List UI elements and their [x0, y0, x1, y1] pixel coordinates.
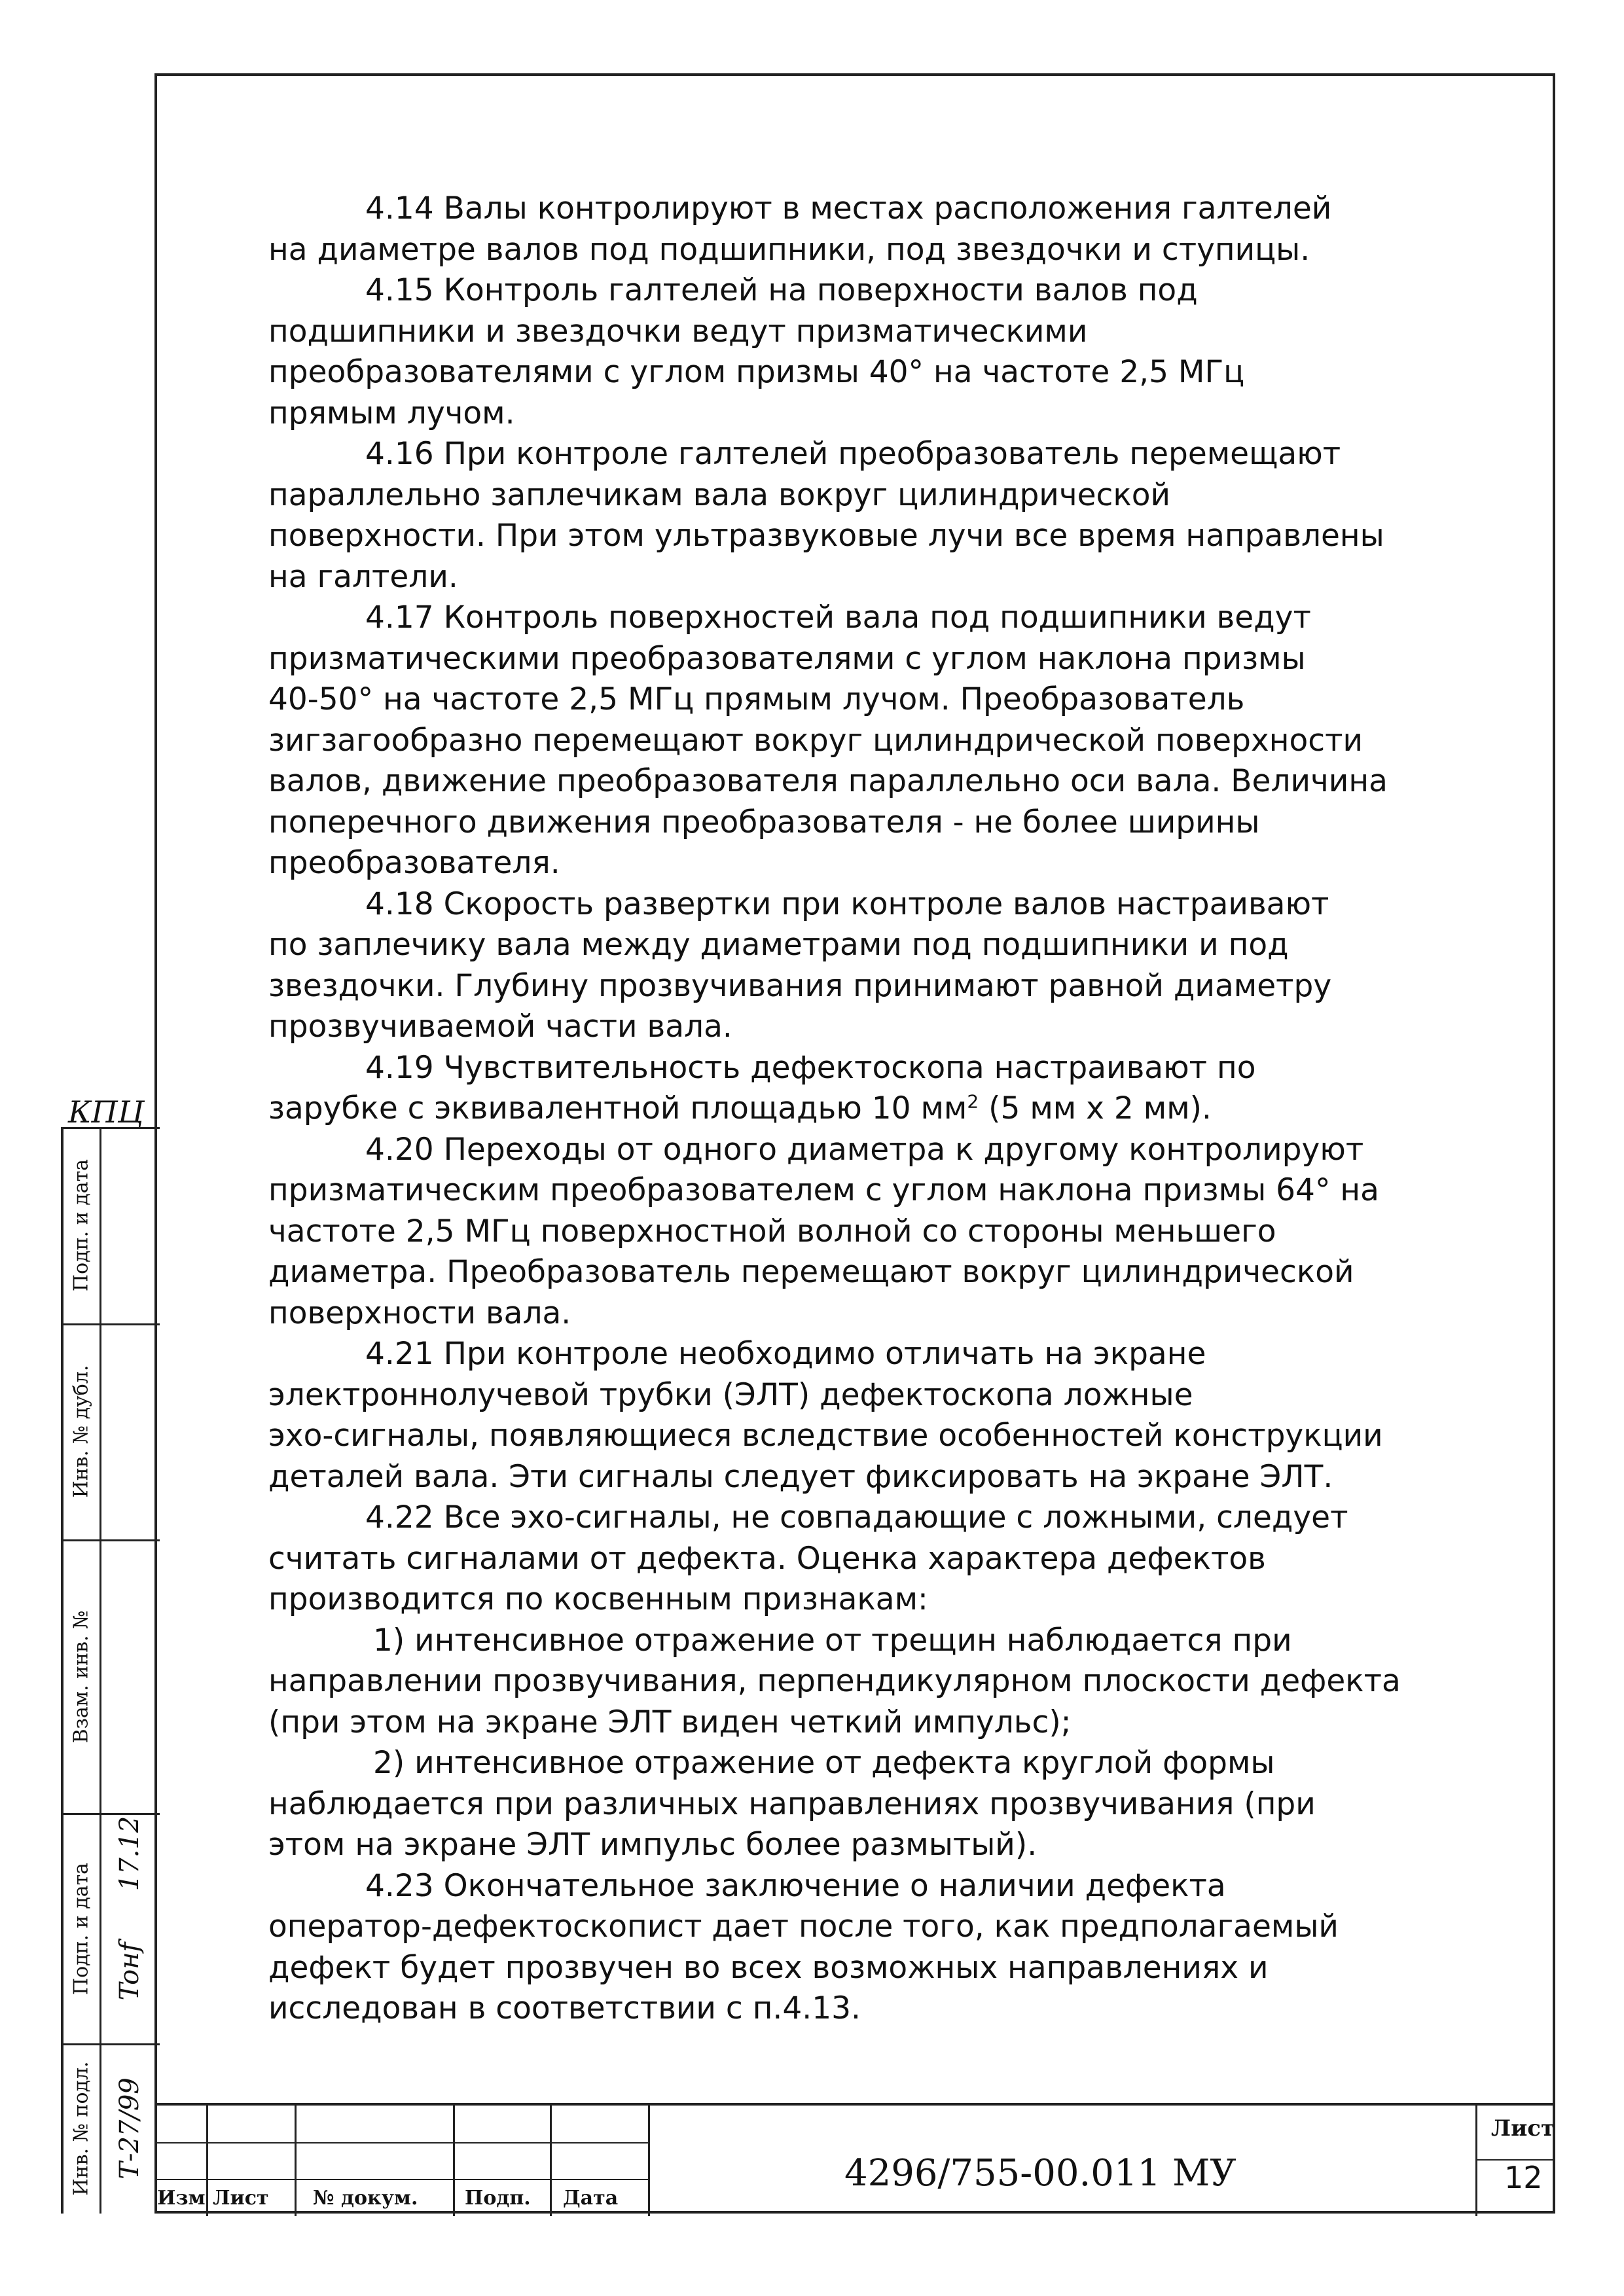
- text-line: 4.20 Переходы от одного диаметра к другому контролируют: [365, 1131, 1364, 1168]
- text-line: прямым лучом.: [268, 395, 515, 431]
- text-line: 4.15 Контроль галтелей на поверхности валов под: [365, 272, 1198, 308]
- text-line: 1) интенсивное отражение от трещин наблюдается при: [373, 1622, 1292, 1659]
- text-line: наблюдается при различных направлениях прозвучивания (при: [268, 1785, 1316, 1822]
- text-line: звездочки. Глубину прозвучивания принимают равной диаметру: [268, 967, 1332, 1004]
- document-number: 4296/755-00.011 МУ: [844, 2152, 1236, 2195]
- text-line: поверхности. При этом ультразвуковые лучи все время направлены: [268, 518, 1384, 554]
- text-line: валов, движение преобразователя параллельно оси вала. Величина: [268, 763, 1388, 799]
- col-header-date: Дата: [563, 2187, 619, 2210]
- text-line: 40-50° на частоте 2,5 МГц прямым лучом. Преобразователь: [268, 681, 1245, 717]
- side-label-replace-inv: Взам. инв. №: [69, 1610, 93, 1744]
- text-line: прозвучиваемой части вала.: [268, 1009, 732, 1045]
- text-line: электроннолучевой трубки (ЭЛТ) дефектоскопа ложные: [268, 1376, 1193, 1413]
- text-line: этом на экране ЭЛТ импульс более размытый).: [268, 1827, 1038, 1863]
- text-line: на диаметре валов под подшипники, под звездочки и ступицы.: [268, 231, 1310, 268]
- side-label-original-inv: Инв. № подл.: [69, 2061, 93, 2196]
- col-header-signature: Подп.: [465, 2187, 531, 2210]
- handwritten-inventory-number: Т-27/99: [115, 2077, 145, 2179]
- text-line: 4.14 Валы контролируют в местах расположения галтелей: [365, 190, 1332, 226]
- text-line: 4.18 Скорость развертки при контроле валов настраивают: [365, 886, 1329, 922]
- text-line: 4.17 Контроль поверхностей вала под подшипники ведут: [365, 600, 1311, 636]
- text-line: 4.22 Все эхо-сигналы, не совпадающие с ложными, следует: [365, 1499, 1348, 1535]
- text-line: дефект будет прозвучен во всех возможных направлениях и: [268, 1949, 1269, 1986]
- text-line: 4.21 При контроле необходимо отличать на экране: [365, 1336, 1206, 1372]
- text-line: зарубке с эквивалентной площадью 10 $мм^2$ (5 мм х 2 мм).: [268, 1090, 1212, 1126]
- text-line: на галтели.: [268, 558, 458, 595]
- kpc-stamp: КПЦ: [68, 1094, 144, 1130]
- text-line: подшипники и звездочки ведут призматическими: [268, 313, 1088, 350]
- side-strip: [61, 1127, 157, 2214]
- text-line: преобразователя.: [268, 845, 560, 881]
- text-line: призматическим преобразователем с углом наклона призмы 64° на: [268, 1172, 1379, 1208]
- text-line: частоте 2,5 МГц поверхностной волной со стороны меньшего: [268, 1213, 1276, 1249]
- text-line: исследован в соответствии с п.4.13.: [268, 1990, 861, 2026]
- handwritten-date: 17.12: [115, 1816, 145, 1892]
- col-header-sheet: Лист: [213, 2187, 269, 2210]
- col-header-change: Изм: [157, 2187, 206, 2210]
- side-label-dup-inv: Инв. № дубл.: [69, 1365, 93, 1498]
- text-line: эхо-сигналы, появляющиеся вследствие особенностей конструкции: [268, 1418, 1383, 1454]
- text-line: (при этом на экране ЭЛТ виден четкий импульс);: [268, 1704, 1072, 1740]
- col-header-doc-number: № докум.: [313, 2187, 418, 2210]
- text-line: деталей вала. Эти сигналы следует фиксировать на экране ЭЛТ.: [268, 1458, 1333, 1495]
- text-line: производится по косвенным признакам:: [268, 1581, 928, 1617]
- text-line: 4.23 Окончательное заключение о наличии дефекта: [365, 1867, 1226, 1904]
- side-label-signature-date-2: Подп. и дата: [69, 1862, 93, 1996]
- text-line: считать сигналами от дефекта. Оценка характера дефектов: [268, 1540, 1266, 1577]
- text-line: преобразователями с углом призмы 40° на частоте 2,5 МГц: [268, 354, 1245, 390]
- text-line: 4.16 При контроле галтелей преобразователь перемещают: [365, 436, 1341, 472]
- text-line: 4.19 Чувствительность дефектоскопа настраивают по: [365, 1049, 1256, 1086]
- text-line: призматическими преобразователями с углом наклона призмы: [268, 640, 1306, 677]
- text-line: оператор-дефектоскопист дает после того, как предполагаемый: [268, 1909, 1339, 1945]
- sheet-number: 12: [1504, 2160, 1543, 2195]
- text-line: поперечного движения преобразователя - не более ширины: [268, 804, 1260, 840]
- text-line: поверхности вала.: [268, 1295, 571, 1331]
- text-line: параллельно заплечикам вала вокруг цилиндрической: [268, 476, 1171, 513]
- handwritten-signature: Toнf: [115, 1942, 145, 2001]
- text-line: направлении прозвучивания, перпендикулярном плоскости дефекта: [268, 1663, 1401, 1699]
- side-label-signature-date: Подп. и дата: [69, 1158, 93, 1292]
- text-line: зигзагообразно перемещают вокруг цилиндрической поверхности: [268, 722, 1363, 759]
- text-line: диаметра. Преобразователь перемещают вокруг цилиндрической: [268, 1254, 1354, 1290]
- text-line: 2) интенсивное отражение от дефекта круглой формы: [373, 1745, 1275, 1781]
- document-body: [268, 188, 1434, 2030]
- text-line: по заплечику вала между диаметрами под подшипники и под: [268, 927, 1289, 963]
- sheet-label: Лист: [1491, 2115, 1555, 2142]
